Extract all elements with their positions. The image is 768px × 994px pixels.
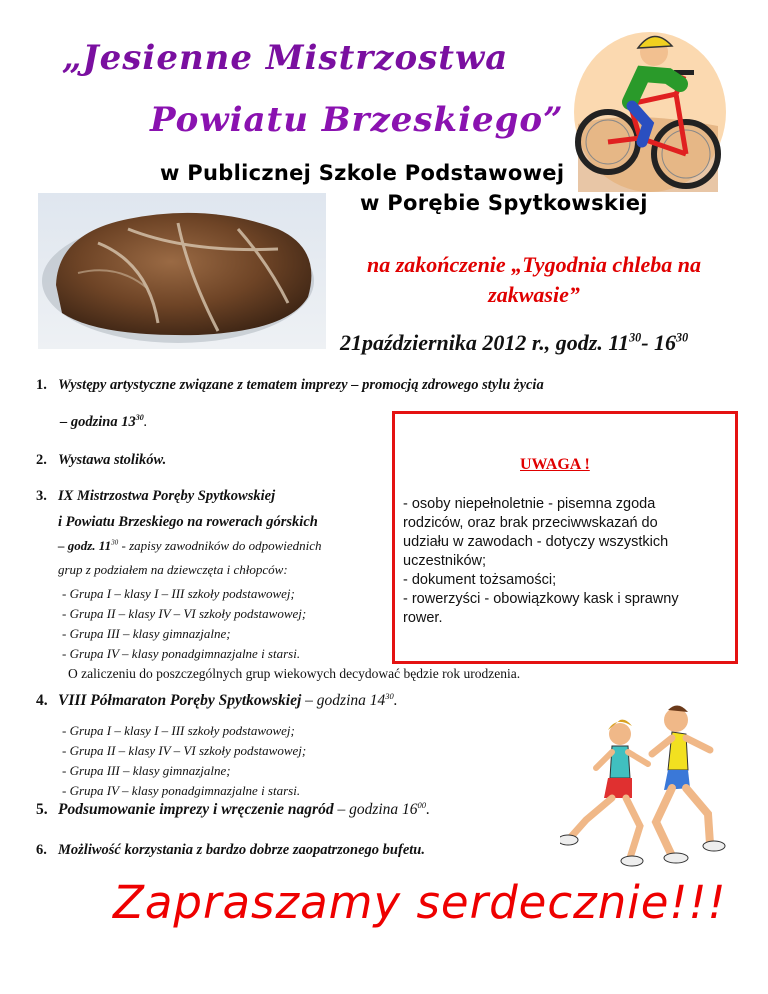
item-text: Podsumowanie imprezy i wręczenie nagród — [58, 801, 334, 818]
group-line: - Grupa IV – klasy ponadgimnazjalne i starsi. — [62, 783, 301, 798]
date-dash: - 16 — [641, 330, 677, 355]
notice-title: UWAGA ! — [520, 456, 590, 473]
runners-illustration — [560, 698, 730, 870]
notice-line: - dokument tożsamości; — [403, 572, 557, 588]
item-time-sup: 30 — [385, 690, 394, 701]
item-time: – godzina 13 — [60, 414, 136, 430]
item-time: – godzina 16 — [333, 801, 418, 818]
notice-line: rower. — [403, 610, 443, 626]
item-text: Możliwość korzystania z bardzo dobrze zaopatrzonego bufetu. — [58, 842, 425, 858]
item-text: Wystawa stolików. — [58, 452, 167, 468]
event-subtitle-line-1: na zakończenie „Tygodnia chleba na — [366, 252, 702, 277]
notice-text — [403, 495, 733, 628]
notice-line: udziału w zawodach - dotyczy wszystkich — [403, 534, 669, 550]
item-number: 1. — [36, 377, 47, 393]
program-item-3-note — [58, 538, 322, 554]
notice-line: - osoby niepełnoletnie - pisemna zgoda — [403, 496, 656, 512]
bread-photo — [38, 193, 326, 349]
item-time-end: . — [426, 801, 430, 818]
program-item-4 — [36, 692, 398, 710]
item-number: 5. — [36, 801, 48, 818]
event-date — [340, 330, 688, 356]
item-text: Występy artystyczne związane z tematem imprezy – promocją zdrowego stylu życia — [58, 377, 544, 393]
date-sup-2: 30 — [676, 330, 689, 345]
school-line-1: w Publicznej Szkole Podstawowej — [160, 161, 565, 185]
group-line: - Grupa I – klasy I – III szkoły podstawowej; — [62, 723, 295, 738]
program-item-6 — [36, 842, 425, 859]
group-line: - Grupa II – klasy IV – VI szkoły podstawowej; — [62, 606, 307, 621]
item-number: 3. — [36, 488, 47, 504]
program-item-3-note-2: grup z podziałem na dziewczęta i chłopców: — [58, 562, 288, 577]
group-line: - Grupa II – klasy IV – VI szkoły podstawowej; — [62, 743, 307, 758]
cyclist-illustration — [568, 14, 726, 192]
item-time: – godzina 14 — [301, 692, 386, 709]
program-item-3 — [36, 488, 275, 505]
title-line-1: „Jesienne Mistrzostwa — [62, 38, 509, 78]
group-line: - Grupa III – klasy gimnazjalne; — [62, 626, 231, 641]
notice-line: uczestników; — [403, 553, 487, 569]
item-time-end: . — [143, 414, 148, 430]
group-line: - Grupa III – klasy gimnazjalne; — [62, 763, 231, 778]
school-line-2: w Porębie Spytkowskiej — [360, 191, 648, 215]
date-main: 21października 2012 r., godz. 11 — [340, 330, 630, 355]
program-item-2 — [36, 452, 166, 469]
program-item-1-time — [60, 414, 147, 431]
item-note: - zapisy zawodników do odpowiednich — [118, 538, 322, 553]
group-line: - Grupa IV – klasy ponadgimnazjalne i starsi. — [62, 646, 301, 661]
notice-line: - rowerzyści - obowiązkowy kask i sprawny — [403, 591, 679, 607]
item-time-sup: 30 — [111, 538, 119, 547]
group-line: - Grupa I – klasy I – III szkoły podstawowej; — [62, 586, 295, 601]
title-line-2: Powiatu Brzeskiego” — [150, 100, 564, 140]
program-item-3-line-2: i Powiatu Brzeskiego na rowerach górskich — [58, 514, 318, 530]
item-time-end: . — [393, 692, 398, 709]
age-note: O zaliczeniu do poszczególnych grup wiekowych decydować będzie rok urodzenia. — [68, 666, 521, 681]
event-subtitle-line-2: zakwasie” — [488, 282, 580, 307]
item-number: 2. — [36, 452, 47, 468]
item-time-sup: 00 — [417, 799, 427, 810]
item-number: 6. — [36, 842, 47, 858]
event-subtitle — [300, 250, 768, 310]
program-item-5 — [36, 801, 430, 819]
item-number: 4. — [36, 692, 48, 709]
item-text: IX Mistrzostwa Poręby Spytkowskiej — [58, 488, 276, 504]
date-sup-1: 30 — [629, 330, 642, 345]
invitation-text: Zapraszamy serdecznie!!! — [113, 876, 727, 929]
item-time-sup: 30 — [135, 413, 144, 423]
notice-line: rodziców, oraz brak przeciwwskazań do — [403, 515, 658, 531]
item-text: VIII Półmaraton Poręby Spytkowskiej — [58, 692, 302, 709]
program-item-1 — [36, 377, 544, 394]
item-time: – godz. 11 — [58, 538, 112, 553]
